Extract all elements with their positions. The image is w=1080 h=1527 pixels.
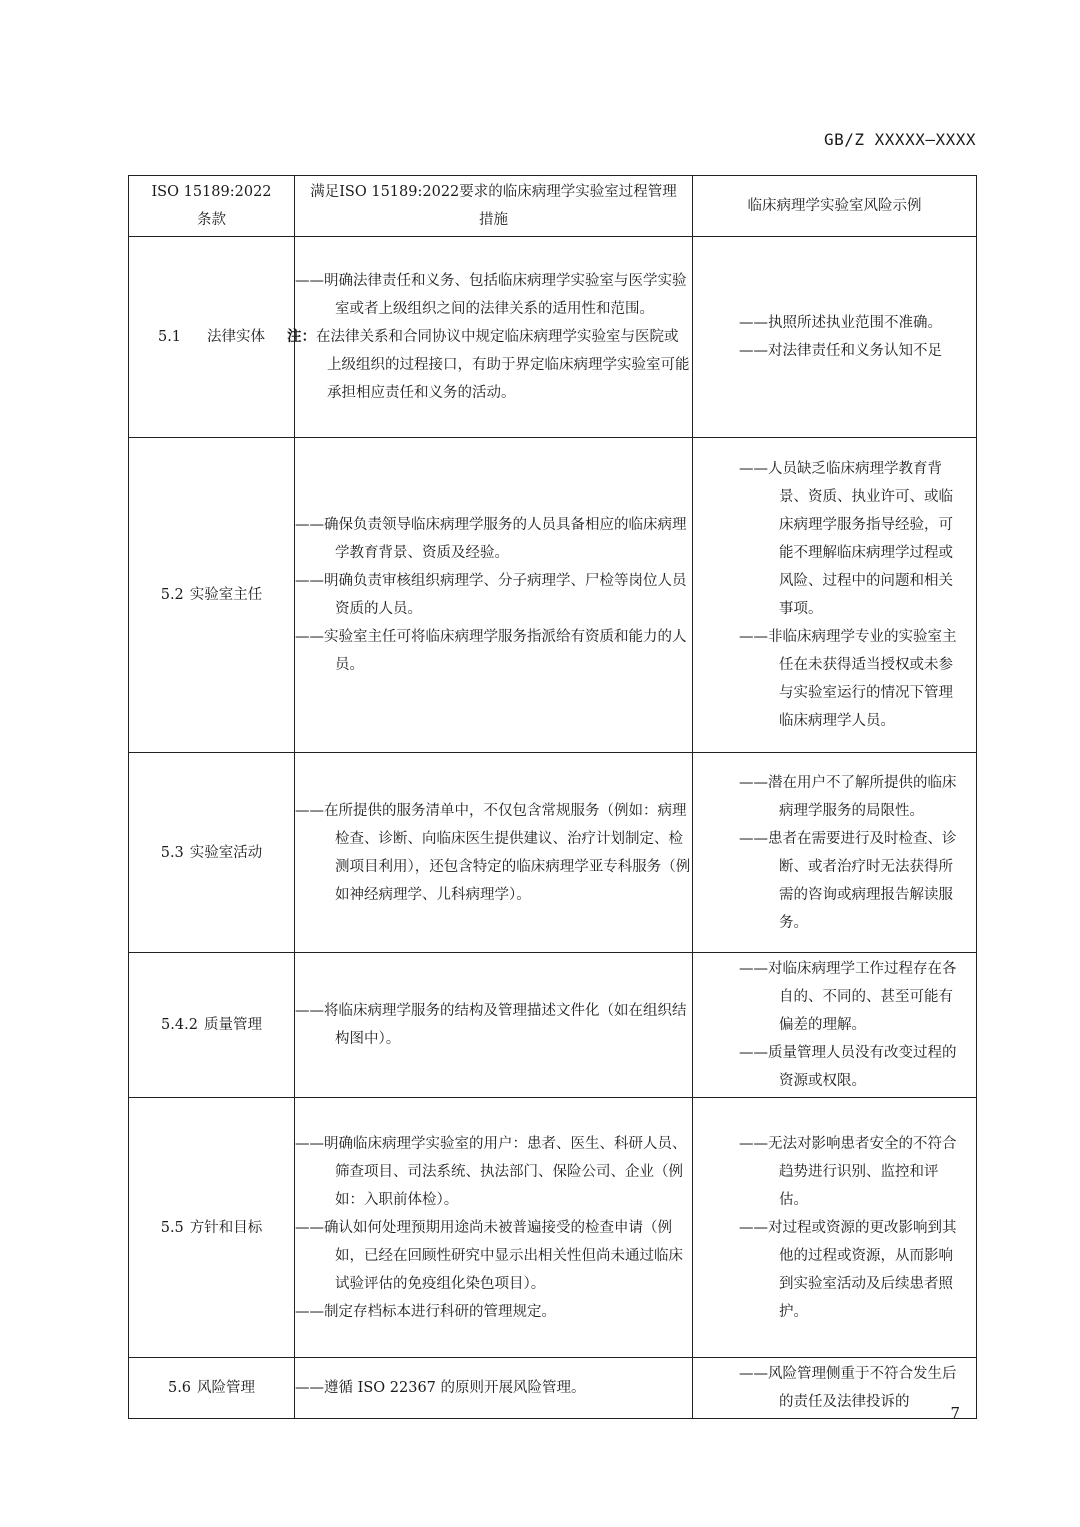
measure-item: ——在所提供的服务清单中，不仅包含常规服务（例如：病理检查、诊断、向临床医生提供建议、治疗计划制定、检测项目利用），还包含特定的临床病理学亚专科服务（例如神经病理学、儿科病理学）。 [295, 802, 691, 903]
table-row [129, 438, 977, 753]
measures-cell [295, 753, 693, 953]
measure-item: ——确保负责领导临床病理学服务的人员具备相应的临床病理学教育背景、资质及经验。 [295, 517, 687, 561]
clause-number: 5.1 [157, 329, 182, 345]
clause-title: 法律实体 [207, 329, 266, 345]
measures-cell [295, 1358, 693, 1419]
measures-cell [295, 1098, 693, 1358]
risk-item: ——非临床病理学专业的实验室主任在未获得适当授权或未参与实验室运行的情况下管理临床病理学人员。 [739, 629, 957, 729]
clause-number: 5.6 [167, 1380, 192, 1396]
clause-number: 5.3 [160, 844, 184, 861]
clause-title: 风险管理 [197, 1380, 256, 1396]
clause-title: 实验室活动 [189, 844, 263, 861]
risks-cell [693, 237, 977, 438]
clause-cell [129, 1358, 295, 1419]
risks-cell [693, 753, 977, 953]
table-row [129, 753, 977, 953]
table-row [129, 1098, 977, 1358]
header-clause-line1: ISO 15189:2022 [151, 184, 272, 200]
table-header-row [129, 176, 977, 237]
measure-item: ——确认如何处理预期用途尚未被普遍接受的检查申请（例如，已经在回顾性研究中显示出相关性但尚未通过临床试验评估的免疫组化染色项目）。 [295, 1219, 683, 1292]
risks-cell [693, 1358, 977, 1419]
table-row [129, 1358, 977, 1419]
clause-cell [129, 753, 295, 953]
measures-cell [295, 953, 693, 1098]
risk-item: ——无法对影响患者安全的不符合趋势进行识别、监控和评估。 [739, 1135, 957, 1208]
document-code: GB/Z XXXXX—XXXX [824, 130, 976, 149]
risk-item: ——潜在用户不了解所提供的临床病理学服务的局限性。 [739, 774, 957, 819]
measures-cell [295, 438, 693, 753]
clause-cell [129, 1098, 295, 1358]
clause-number: 5.4.2 [161, 1017, 198, 1033]
risk-item: ——人员缺乏临床病理学教育背景、资质、执业许可、或临床病理学服务指导经验，可能不理解临床病理学过程或风险、过程中的问题和相关事项。 [739, 461, 953, 617]
risks-cell [693, 438, 977, 753]
risk-item: ——风险管理侧重于不符合发生后的责任及法律投诉的 [739, 1366, 957, 1410]
risk-item: ——患者在需要进行及时检查、诊断、或者治疗时无法获得所需的咨询或病理报告解读服务。 [739, 830, 957, 931]
measure-item: ——明确临床病理学实验室的用户：患者、医生、科研人员、筛查项目、司法系统、执法部门、保险公司、企业（例如：入职前体检）。 [295, 1135, 687, 1208]
page-number: 7 [950, 1404, 960, 1422]
clause-number: 5.5 [160, 1219, 184, 1236]
clause-title: 实验室主任 [189, 587, 263, 603]
measure-item: ——明确法律责任和义务、包括临床病理学实验室与医学实验室或者上级组织之间的法律关系的适用性和范围。 [295, 273, 687, 317]
clause-number: 5.2 [160, 587, 184, 603]
clause-title: 方针和目标 [189, 1219, 263, 1236]
clause-cell [129, 438, 295, 753]
header-risks: 临床病理学实验室风险示例 [693, 176, 977, 237]
risk-item: ——执照所述执业范围不准确。 [739, 315, 942, 331]
header-measures: 满足ISO 15189:2022要求的临床病理学实验室过程管理措施 [295, 176, 693, 237]
risk-item: ——对临床病理学工作过程存在各自的、不同的、甚至可能有偏差的理解。 [739, 961, 957, 1033]
clause-title: 质量管理 [203, 1017, 262, 1033]
table-row [129, 237, 977, 438]
measure-item: ——制定存档标本进行科研的管理规定。 [295, 1303, 556, 1320]
note [287, 323, 692, 407]
table-row [129, 953, 977, 1098]
risk-item: ——对过程或资源的更改影响到其他的过程或资源，从而影响到实验室活动及后续患者照护。 [739, 1219, 957, 1320]
note-text: 在法律关系和合同协议中规定临床病理学实验室与医院或上级组织的过程接口，有助于界定临床病理学实验室可能承担相应责任和义务的活动。 [316, 329, 690, 401]
clause-cell [129, 953, 295, 1098]
header-clause [129, 176, 295, 237]
header-clause-line2: 条款 [197, 212, 226, 228]
risks-cell [693, 1098, 977, 1358]
clause-table [128, 175, 977, 1419]
measure-item: ——明确负责审核组织病理学、分子病理学、尸检等岗位人员资质的人员。 [295, 573, 687, 617]
measure-item: ——实验室主任可将临床病理学服务指派给有资质和能力的人员。 [295, 629, 687, 673]
risks-cell [693, 953, 977, 1098]
measure-item: ——遵循 ISO 22367 的原则开展风险管理。 [295, 1380, 586, 1396]
clause-cell [129, 237, 295, 438]
measure-item: ——将临床病理学服务的结构及管理描述文件化（如在组织结构图中）。 [295, 1003, 687, 1047]
measures-cell [287, 237, 693, 438]
risk-item: ——质量管理人员没有改变过程的资源或权限。 [739, 1045, 957, 1089]
note-label: 注： [287, 328, 316, 345]
risk-item: ——对法律责任和义务认知不足 [739, 343, 942, 359]
